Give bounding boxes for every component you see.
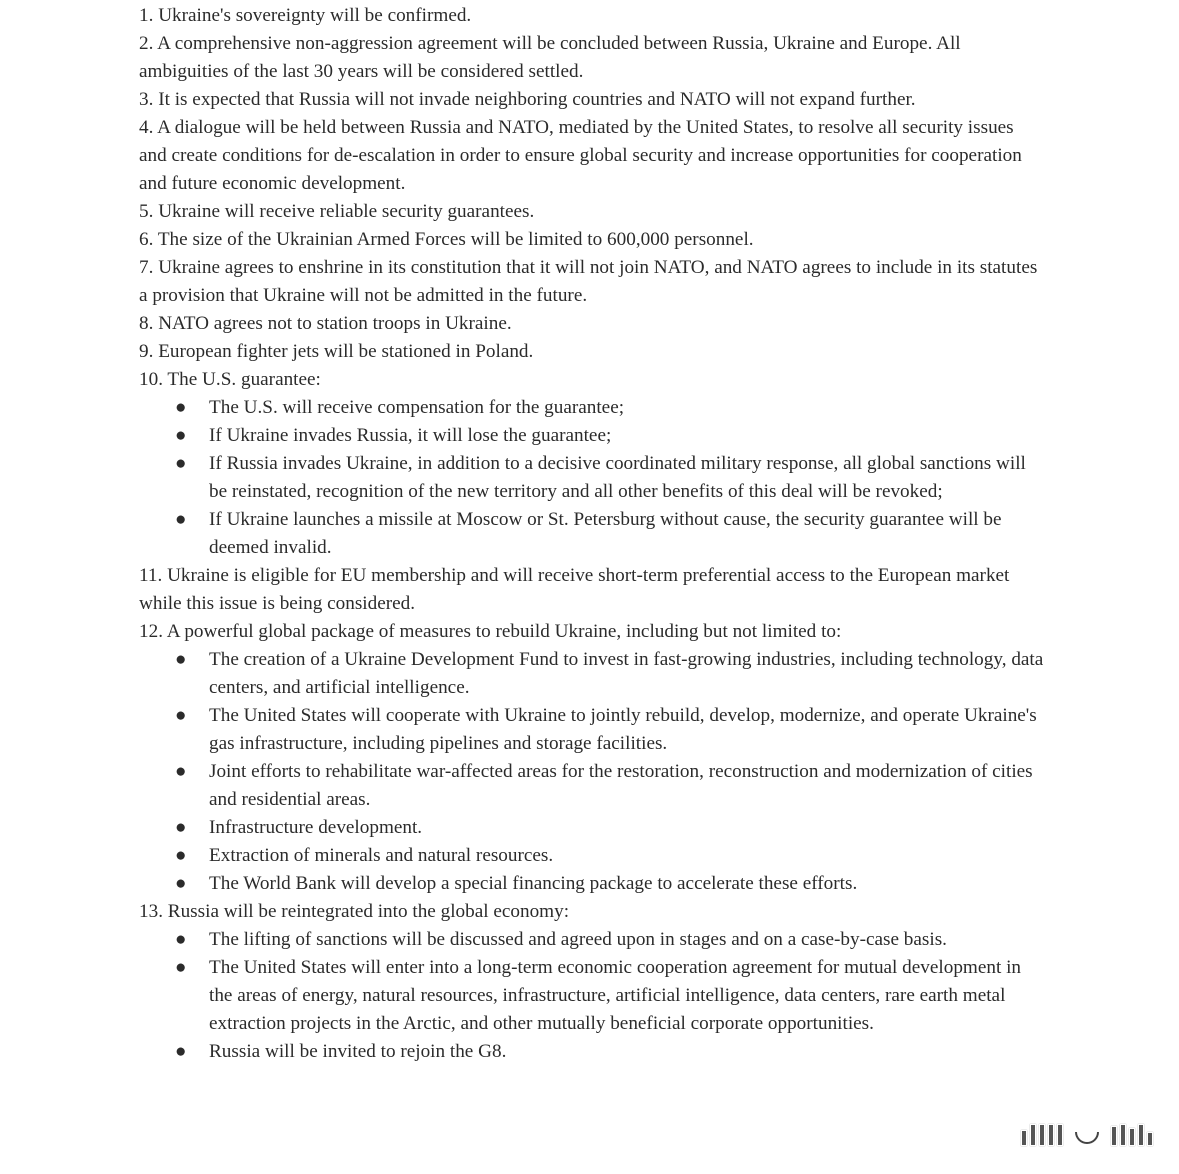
watermark-bar [1021,1130,1027,1146]
bullet-icon: ● [175,509,187,530]
bullet-text: Russia will be invited to rejoin the G8. [209,1041,507,1062]
point-10: 10. The U.S. guarantee: [139,369,321,390]
watermark-bar [1048,1124,1054,1146]
point-12: 12. A powerful global package of measures to rebuild Ukraine, including but not limited to: [139,621,842,642]
list-item [139,394,1044,422]
watermark-smile [1075,1132,1099,1144]
document-body [139,2,1044,1066]
bullet-icon: ● [175,845,187,866]
point-6: 6. The size of the Ukrainian Armed Forces will be limited to 600,000 personnel. [139,229,754,250]
point-7: 7. Ukraine agrees to enshrine in its constitution that it will not join NATO, and NATO agrees to include in its statutes a provision that Ukraine will not be admitted in the future. [139,257,1038,306]
list-item [139,814,1044,842]
point-10-bullets [139,394,1044,562]
watermark-bars-right [1111,1124,1153,1146]
watermark-bar [1120,1124,1126,1146]
bullet-text: If Ukraine launches a missile at Moscow or St. Petersburg without cause, the security guarantee will be deemed invalid. [209,509,1002,558]
bullet-icon: ● [175,761,187,782]
list-item [139,954,1044,1038]
list-item [139,506,1044,562]
list-item [139,1038,1044,1066]
bullet-text: The creation of a Ukraine Development Fund to invest in fast-growing industries, including technology, data centers, and artificial intelligence. [209,649,1044,698]
list-item [139,422,1044,450]
bullet-icon: ● [175,817,187,838]
bullet-text: Extraction of minerals and natural resources. [209,845,554,866]
bullet-text: If Russia invades Ukraine, in addition to a decisive coordinated military response, all global sanctions will be reinstated, recognition of the new territory and all other benefits of this deal will be revoked; [209,453,1026,502]
point-9: 9. European fighter jets will be stationed in Poland. [139,341,534,362]
bullet-text: The lifting of sanctions will be discussed and agreed upon in stages and on a case-by-case basis. [209,929,947,950]
point-2: 2. A comprehensive non-aggression agreement will be concluded between Russia, Ukraine and Europe. All ambiguities of the last 30 years will be considered settled. [139,33,961,82]
bullet-icon: ● [175,649,187,670]
bullet-icon: ● [175,957,187,978]
watermark-bar [1039,1124,1045,1146]
point-12-bullets [139,646,1044,898]
point-5: 5. Ukraine will receive reliable security guarantees. [139,201,535,222]
watermark-bars-left [1021,1124,1063,1146]
list-item [139,646,1044,702]
point-1: 1. Ukraine's sovereignty will be confirmed. [139,5,472,26]
list-item [139,450,1044,506]
bullet-icon: ● [175,1041,187,1062]
point-8: 8. NATO agrees not to station troops in Ukraine. [139,313,512,334]
watermark-bar [1030,1124,1036,1146]
bullet-text: Joint efforts to rehabilitate war-affected areas for the restoration, reconstruction and modernization of cities and residential areas. [209,761,1033,810]
bullet-text: The U.S. will receive compensation for the guarantee; [209,397,625,418]
bullet-icon: ● [175,425,187,446]
point-3: 3. It is expected that Russia will not invade neighboring countries and NATO will not expand further. [139,89,916,110]
bullet-text: Infrastructure development. [209,817,423,838]
bullet-text: The United States will cooperate with Ukraine to jointly rebuild, develop, modernize, and operate Ukraine's gas infrastructure, including pipelines and storage facilities. [209,705,1037,754]
list-item [139,926,1044,954]
watermark-bar [1147,1132,1153,1146]
bullet-text: The World Bank will develop a special financing package to accelerate these efforts. [209,873,858,894]
list-item [139,758,1044,814]
app-logo-icon [1021,1120,1153,1146]
point-13: 13. Russia will be reintegrated into the global economy: [139,901,570,922]
bullet-icon: ● [175,873,187,894]
list-item [139,870,1044,898]
watermark-bar [1129,1128,1135,1146]
bullet-text: If Ukraine invades Russia, it will lose the guarantee; [209,425,612,446]
bullet-icon: ● [175,705,187,726]
watermark-bar [1057,1124,1063,1146]
point-4: 4. A dialogue will be held between Russia and NATO, mediated by the United States, to resolve all security issues and create conditions for de-escalation in order to ensure global security and increase opportunities for cooperation and future economic development. [139,117,1022,194]
point-11: 11. Ukraine is eligible for EU membership and will receive short-term preferential access to the European market while this issue is being considered. [139,565,1010,614]
bullet-icon: ● [175,453,187,474]
watermark-bar [1138,1124,1144,1146]
bullet-icon: ● [175,397,187,418]
watermark-bar [1111,1126,1117,1146]
list-item [139,702,1044,758]
bullet-text: The United States will enter into a long-term economic cooperation agreement for mutual development in the areas of energy, natural resources, infrastructure, artificial intelligence, data centers, rare earth metal extraction projects in the Arctic, and other mutually beneficial corporate opportunities. [209,957,1022,1034]
list-item [139,842,1044,870]
bullet-icon: ● [175,929,187,950]
point-13-bullets [139,926,1044,1066]
